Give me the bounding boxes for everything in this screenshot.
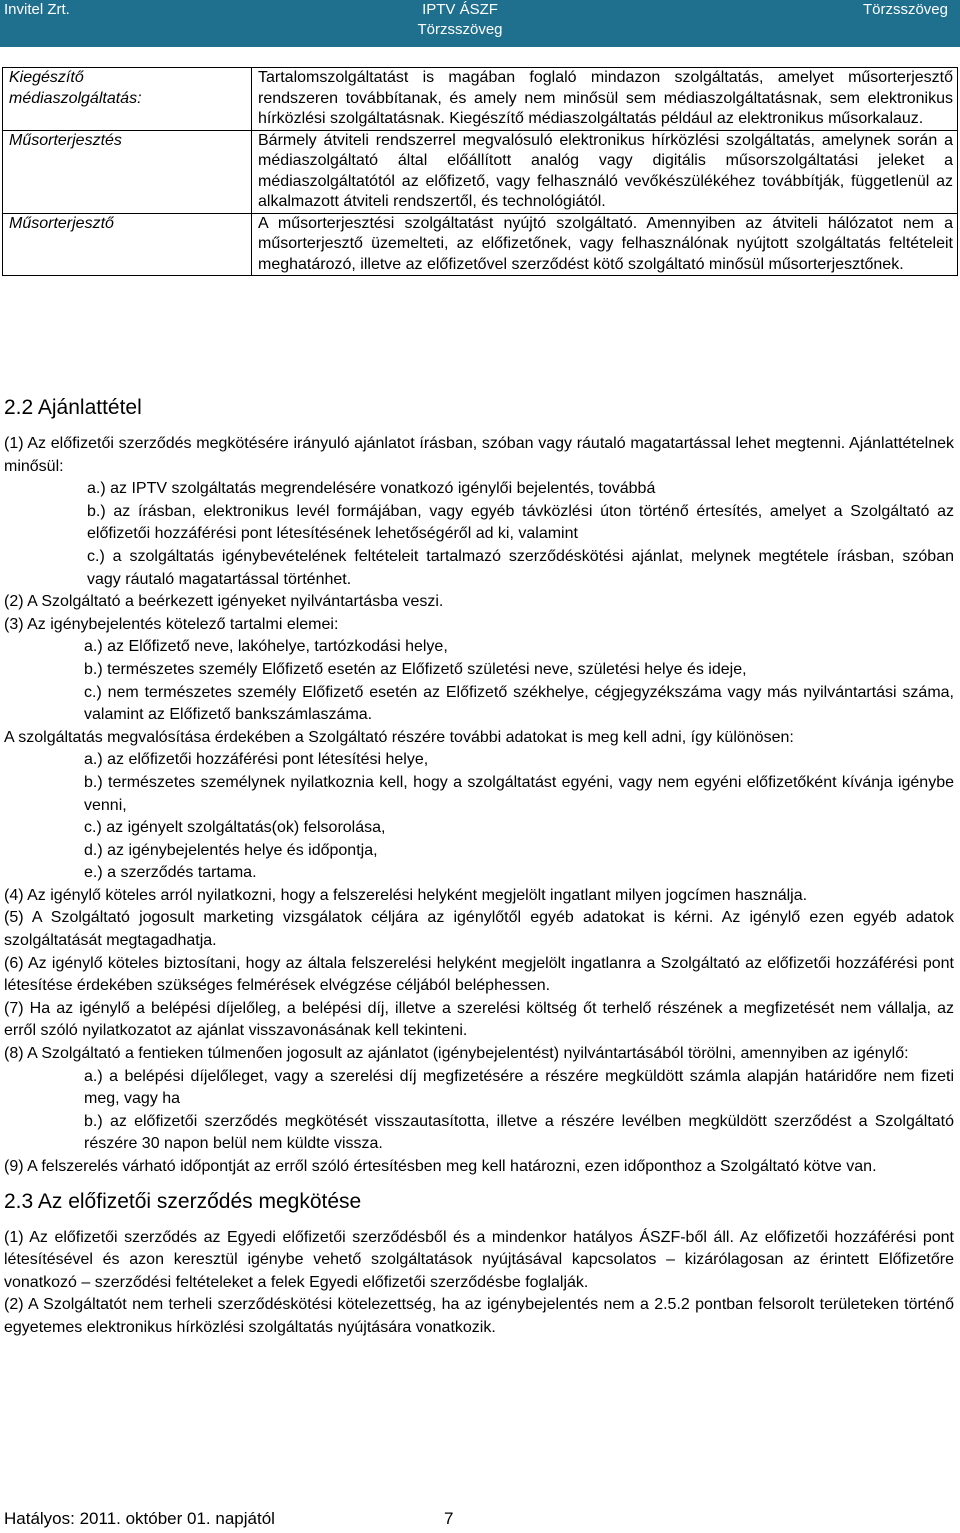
list-item: b.) az írásban, elektronikus levél formájában, vagy egyéb távközlési úton történő értesítés, amelyet a Szolgáltató az előfizetői hozzáférési pont létesítésének lehetőségéről ad ki, valamint	[87, 502, 954, 543]
term-line: Műsorterjesztés	[9, 131, 122, 149]
header-right: Törzsszöveg	[862, 1, 948, 18]
paragraph: (1) Az előfizetői szerződés megkötésére irányuló ajánlatot írásban, szóban vagy ráutaló magatartással lehet megtenni. Ajánlattételnek minősül:	[4, 435, 954, 475]
term-line: Műsorterjesztő	[9, 214, 114, 232]
page-header	[0, 0, 960, 47]
list-item: c.) a szolgáltatás igénybevételének feltételeit tartalmazó szerződéskötési ajánlat, melynek megtétele írásban, szóban vagy ráutaló magatartással történhet.	[87, 547, 954, 588]
header-company: Invitel Zrt.	[4, 1, 70, 18]
section-title: 2.2 Ajánlattétel	[4, 396, 142, 419]
section-title: 2.3 Az előfizetői szerződés megkötése	[4, 1189, 362, 1213]
definition-term	[3, 130, 252, 213]
paragraph: (4) Az igénylő köteles arról nyilatkozni, hogy a felszerelési helyként megjelölt ingatlant milyen jogcímen használja.	[4, 886, 808, 904]
list-item: c.) az igényelt szolgáltatás(ok) felsorolása,	[84, 819, 386, 837]
paragraph: (9) A felszerelés várható időpontját az erről szóló értesítésben meg kell határozni, ezen időponthoz a Szolgáltató kötve van.	[4, 1158, 877, 1175]
paragraph: (6) Az igénylő köteles biztosítani, hogy az általa felszerelési helyként megjelölt ingatlanra a Szolgáltató az előfizetői hozzáférési pont létesítése érdekében szükséges felmérések elvégzése céljából beléphessen.	[4, 954, 954, 995]
definition-text: Tartalomszolgáltatást is magában foglaló mindazon szolgáltatás, amelyet műsorterjesztő rendszeren továbbítanak, és amely nem minősül sem médiaszolgáltatásnak, sem elektronikus hírközlési szolgáltatásnak. Kiegészítő médiaszolgáltatás például az elektronikus műsorkalauz.	[252, 68, 958, 131]
document-body	[4, 395, 954, 1340]
header-doc-subtitle: Törzsszöveg	[417, 21, 503, 38]
list-item: c.) nem természetes személy Előfizető esetén az Előfizető székhelye, cégjegyzékszáma vagy más nyilvántartási száma, valamint az Előfizető bankszámlaszáma.	[84, 683, 954, 724]
list-item: d.) az igénybejelentés helye és időpontja,	[84, 841, 378, 859]
term-line: Kiegészítő	[9, 69, 84, 86]
list-item: b.) természetes személynek nyilatkoznia kell, hogy a szolgáltatást egyéni, vagy nem egyéni előfizetőként kívánja igénybe venni,	[84, 773, 954, 814]
paragraph: (1) Az előfizetői szerződés az Egyedi előfizetői szerződésből és a mindenkor hatályos ÁSZF-ből áll. Az előfizetői hozzáférési pont létesítésével és azon keresztül igénybe vehető szolgáltatások nyújtásával kapcsolatos – kizárólagosan az érintett Előfizetőre vonatkozó – szerződési feltételeket a felek Egyedi előfizetői szerződésbe foglalják.	[4, 1228, 954, 1291]
table-row	[3, 130, 958, 213]
definition-text: Bármely átviteli rendszerrel megvalósuló elektronikus hírközlési szolgáltatás, amelynek során a médiaszolgáltató által előállított analóg vagy digitális műsorszolgáltatási jeleket a médiaszolgáltatótól az előfizető, vagy felhasználó vevőkészülékéhez továbbítják, függetlenül az alkalmazott átviteli rendszertől, és technológiától.	[252, 130, 958, 213]
list-item: b.) természetes személy Előfizető esetén az Előfizető születési neve, születési helye és ideje,	[84, 660, 747, 678]
list-item: a.) az Előfizető neve, lakóhelye, tartózkodási helye,	[84, 638, 448, 656]
list-item: a.) a belépési díjelőleget, vagy a szerelési díj megfizetésére a részére megküldött számla alapján határidőre nem fizeti meg, vagy ha	[84, 1067, 954, 1108]
page-footer	[4, 1508, 604, 1530]
definition-term	[3, 213, 252, 276]
definition-text: A műsorterjesztési szolgáltatást nyújtó szolgáltató. Amennyiben az átviteli hálózatot nem a műsorterjesztő üzemelteti, az előfizetőnek, vagy felhasználónak nyújtott szolgáltatás feltételeit meghatározó, illetve az előfizetővel szerződést kötő szolgáltató minősül műsorterjesztőnek.	[252, 213, 958, 276]
list-item: b.) az előfizetői szerződés megkötését visszautasította, illetve a részére levélben megküldött szerződést a Szolgáltató részére 30 napon belül nem küldte vissza.	[84, 1112, 954, 1153]
definition-term	[3, 68, 252, 131]
header-center	[0, 0, 920, 40]
definitions-table	[2, 67, 958, 276]
paragraph: (2) A Szolgáltatót nem terheli szerződéskötési kötelezettség, ha az igénybejelentés nem a 2.5.2 pontban felsorolt területeken történő egyetemes elektronikus hírközlési szolgáltatás nyújtására vonatkozik.	[4, 1296, 954, 1336]
list-item: a.) az előfizetői hozzáférési pont létesítési helye,	[84, 751, 429, 769]
paragraph: (2) A Szolgáltató a beérkezett igényeket nyilvántartásba veszi.	[4, 593, 444, 611]
effective-date: Hatályos: 2011. október 01. napjától	[4, 1509, 275, 1528]
header-doc-title: IPTV ÁSZF	[422, 1, 498, 18]
page-number: 7	[444, 1509, 454, 1528]
paragraph: (8) A Szolgáltató a fentieken túlmenően jogosult az ajánlatot (igénybejelentést) nyilvántartásából törölni, amennyiben az igénylő:	[4, 1045, 909, 1063]
list-item: a.) az IPTV szolgáltatás megrendelésére vonatkozó igénylői bejelentés, továbbá	[87, 480, 656, 498]
paragraph: A szolgáltatás megvalósítása érdekében a Szolgáltató részére további adatokat is meg kell adni, így különösen:	[4, 728, 794, 746]
term-line: médiaszolgáltatás:	[9, 89, 142, 107]
table-row	[3, 68, 958, 131]
table-row	[3, 213, 958, 276]
list-item: e.) a szerződés tartama.	[84, 864, 257, 882]
paragraph: (5) A Szolgáltató jogosult marketing vizsgálatok céljára az igénylőtől egyéb adatokat is kérni. Az igénylő ezen egyéb adatok szolgáltatását megtagadhatja.	[4, 909, 954, 950]
paragraph: (7) Ha az igénylő a belépési díjelőleg, a belépési díj, illetve a szerelési költség őt terhelő részének a megfizetését nem vállalja, az erről szóló nyilatkozatot az ajánlat visszavonásának kell tekinteni.	[4, 999, 954, 1040]
paragraph: (3) Az igénybejelentés kötelező tartalmi elemei:	[4, 615, 339, 633]
